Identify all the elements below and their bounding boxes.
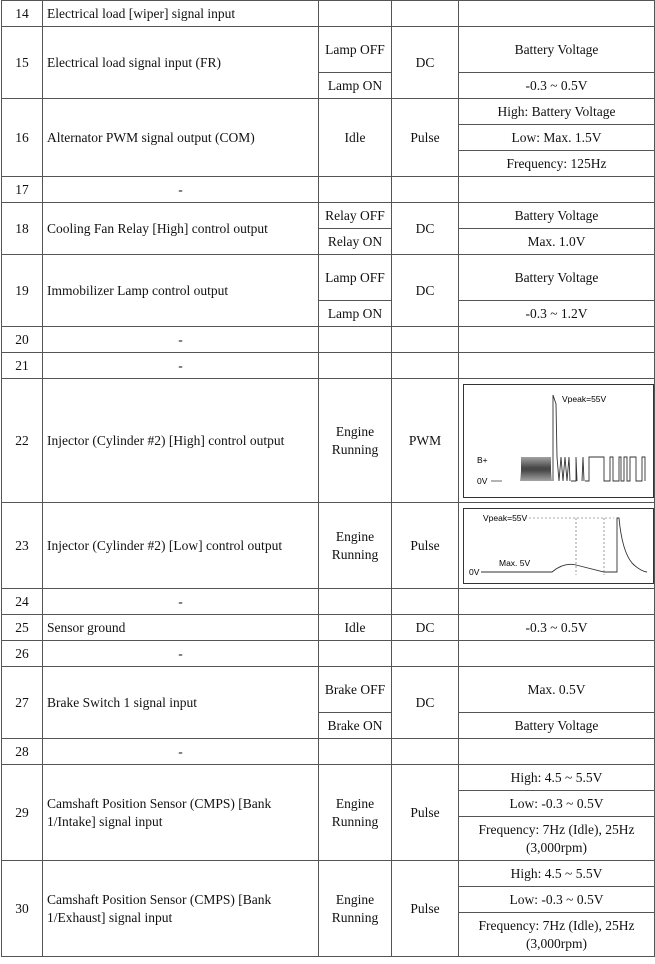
condition-cell: Idle	[319, 615, 392, 641]
level-cell	[459, 327, 655, 353]
pin-number: 28	[2, 739, 43, 765]
table-row	[2, 353, 655, 379]
type-cell	[392, 739, 459, 765]
type-cell	[392, 641, 459, 667]
type-cell: Pulse	[392, 861, 459, 957]
table-row	[2, 503, 655, 589]
peak-voltage-label: Vpeak=55V	[483, 512, 528, 523]
pin-description: Camshaft Position Sensor (CMPS) [Bank 1/Intake] signal input	[43, 765, 319, 861]
type-cell: DC	[392, 615, 459, 641]
type-cell: DC	[392, 255, 459, 327]
pin-number: 19	[2, 255, 43, 327]
pin-number: 24	[2, 589, 43, 615]
table-row	[2, 589, 655, 615]
table-row	[2, 379, 655, 503]
type-cell: DC	[392, 27, 459, 99]
level-cell	[459, 641, 655, 667]
pin-number: 18	[2, 203, 43, 255]
level-cell: High: 4.5 ~ 5.5V	[459, 765, 655, 791]
pin-description: Cooling Fan Relay [High] control output	[43, 203, 319, 255]
type-cell: DC	[392, 667, 459, 739]
table-row	[2, 739, 655, 765]
pin-description: -	[43, 589, 319, 615]
max-voltage-label: Max. 5V	[499, 557, 531, 568]
table-row	[2, 615, 655, 641]
pin-number: 17	[2, 177, 43, 203]
condition-cell: Lamp OFF	[319, 255, 392, 301]
peak-voltage-label: Vpeak=55V	[562, 393, 607, 404]
level-cell: -0.3 ~ 0.5V	[459, 73, 655, 99]
pin-number: 23	[2, 503, 43, 589]
pin-description: -	[43, 177, 319, 203]
table-row	[2, 861, 655, 887]
level-cell	[459, 353, 655, 379]
type-cell: Pulse	[392, 503, 459, 589]
condition-cell	[319, 177, 392, 203]
condition-cell	[319, 589, 392, 615]
level-cell: Low: Max. 1.5V	[459, 125, 655, 151]
level-cell	[459, 177, 655, 203]
type-cell	[392, 589, 459, 615]
condition-cell: Lamp OFF	[319, 27, 392, 73]
level-cell: Max. 1.0V	[459, 229, 655, 255]
zero-volt-label: 0V	[477, 475, 488, 486]
pin-description: Injector (Cylinder #2) [Low] control output	[43, 503, 319, 589]
level-cell: Battery Voltage	[459, 255, 655, 301]
pin-description: Electrical load [wiper] signal input	[43, 1, 319, 27]
condition-cell: Engine Running	[319, 379, 392, 503]
table-row	[2, 27, 655, 73]
condition-cell	[319, 353, 392, 379]
pin-number: 20	[2, 327, 43, 353]
level-cell: Battery Voltage	[459, 27, 655, 73]
condition-cell	[319, 641, 392, 667]
type-cell: Pulse	[392, 765, 459, 861]
level-cell: Low: -0.3 ~ 0.5V	[459, 887, 655, 913]
type-cell: DC	[392, 203, 459, 255]
pin-description: Alternator PWM signal output (COM)	[43, 99, 319, 177]
condition-cell: Lamp ON	[319, 73, 392, 99]
pin-description: -	[43, 739, 319, 765]
pin-description: Brake Switch 1 signal input	[43, 667, 319, 739]
pin-spec-table	[1, 0, 655, 957]
zero-volt-label: 0V	[469, 566, 480, 577]
level-cell: -0.3 ~ 1.2V	[459, 301, 655, 327]
pin-number: 26	[2, 641, 43, 667]
pin-number: 16	[2, 99, 43, 177]
pin-description: Camshaft Position Sensor (CMPS) [Bank 1/Exhaust] signal input	[43, 861, 319, 957]
pin-description: Sensor ground	[43, 615, 319, 641]
condition-cell: Engine Running	[319, 503, 392, 589]
battery-level-label: B+	[477, 454, 488, 465]
pin-description: -	[43, 353, 319, 379]
condition-cell	[319, 739, 392, 765]
pin-number: 29	[2, 765, 43, 861]
level-cell: Frequency: 7Hz (Idle), 25Hz (3,000rpm)	[459, 913, 655, 957]
pin-number: 21	[2, 353, 43, 379]
condition-cell: Relay OFF	[319, 203, 392, 229]
waveform-cell	[459, 503, 655, 589]
table-row	[2, 1, 655, 27]
level-cell: High: Battery Voltage	[459, 99, 655, 125]
injector-high-waveform	[463, 384, 654, 498]
level-cell: Frequency: 125Hz	[459, 151, 655, 177]
pin-number: 25	[2, 615, 43, 641]
type-cell	[392, 353, 459, 379]
table-row	[2, 177, 655, 203]
pin-number: 15	[2, 27, 43, 99]
pin-number: 30	[2, 861, 43, 957]
pin-description: Injector (Cylinder #2) [High] control output	[43, 379, 319, 503]
condition-cell: Brake OFF	[319, 667, 392, 713]
condition-cell	[319, 1, 392, 27]
level-cell	[459, 1, 655, 27]
condition-cell: Lamp ON	[319, 301, 392, 327]
level-cell: Frequency: 7Hz (Idle), 25Hz (3,000rpm)	[459, 817, 655, 861]
type-cell	[392, 1, 459, 27]
condition-cell: Engine Running	[319, 765, 392, 861]
table-row	[2, 667, 655, 713]
level-cell: -0.3 ~ 0.5V	[459, 615, 655, 641]
condition-cell: Brake ON	[319, 713, 392, 739]
pin-description: Immobilizer Lamp control output	[43, 255, 319, 327]
table-row	[2, 203, 655, 229]
level-cell: High: 4.5 ~ 5.5V	[459, 861, 655, 887]
condition-cell: Engine Running	[319, 861, 392, 957]
pin-number: 14	[2, 1, 43, 27]
pin-number: 22	[2, 379, 43, 503]
injector-low-waveform	[463, 508, 654, 584]
level-cell: Max. 0.5V	[459, 667, 655, 713]
condition-cell: Relay ON	[319, 229, 392, 255]
table-row	[2, 327, 655, 353]
table-row	[2, 765, 655, 791]
type-cell	[392, 177, 459, 203]
condition-cell: Idle	[319, 99, 392, 177]
level-cell	[459, 589, 655, 615]
pin-description: Electrical load signal input (FR)	[43, 27, 319, 99]
type-cell: Pulse	[392, 99, 459, 177]
pin-number: 27	[2, 667, 43, 739]
pin-description: -	[43, 327, 319, 353]
table-row	[2, 99, 655, 125]
table-row	[2, 641, 655, 667]
level-cell	[459, 739, 655, 765]
waveform-cell	[459, 379, 655, 503]
level-cell: Battery Voltage	[459, 713, 655, 739]
level-cell: Battery Voltage	[459, 203, 655, 229]
condition-cell	[319, 327, 392, 353]
high-side-trace	[521, 395, 645, 481]
level-cell: Low: -0.3 ~ 0.5V	[459, 791, 655, 817]
type-cell: PWM	[392, 379, 459, 503]
table-row	[2, 255, 655, 301]
type-cell	[392, 327, 459, 353]
pin-description: -	[43, 641, 319, 667]
